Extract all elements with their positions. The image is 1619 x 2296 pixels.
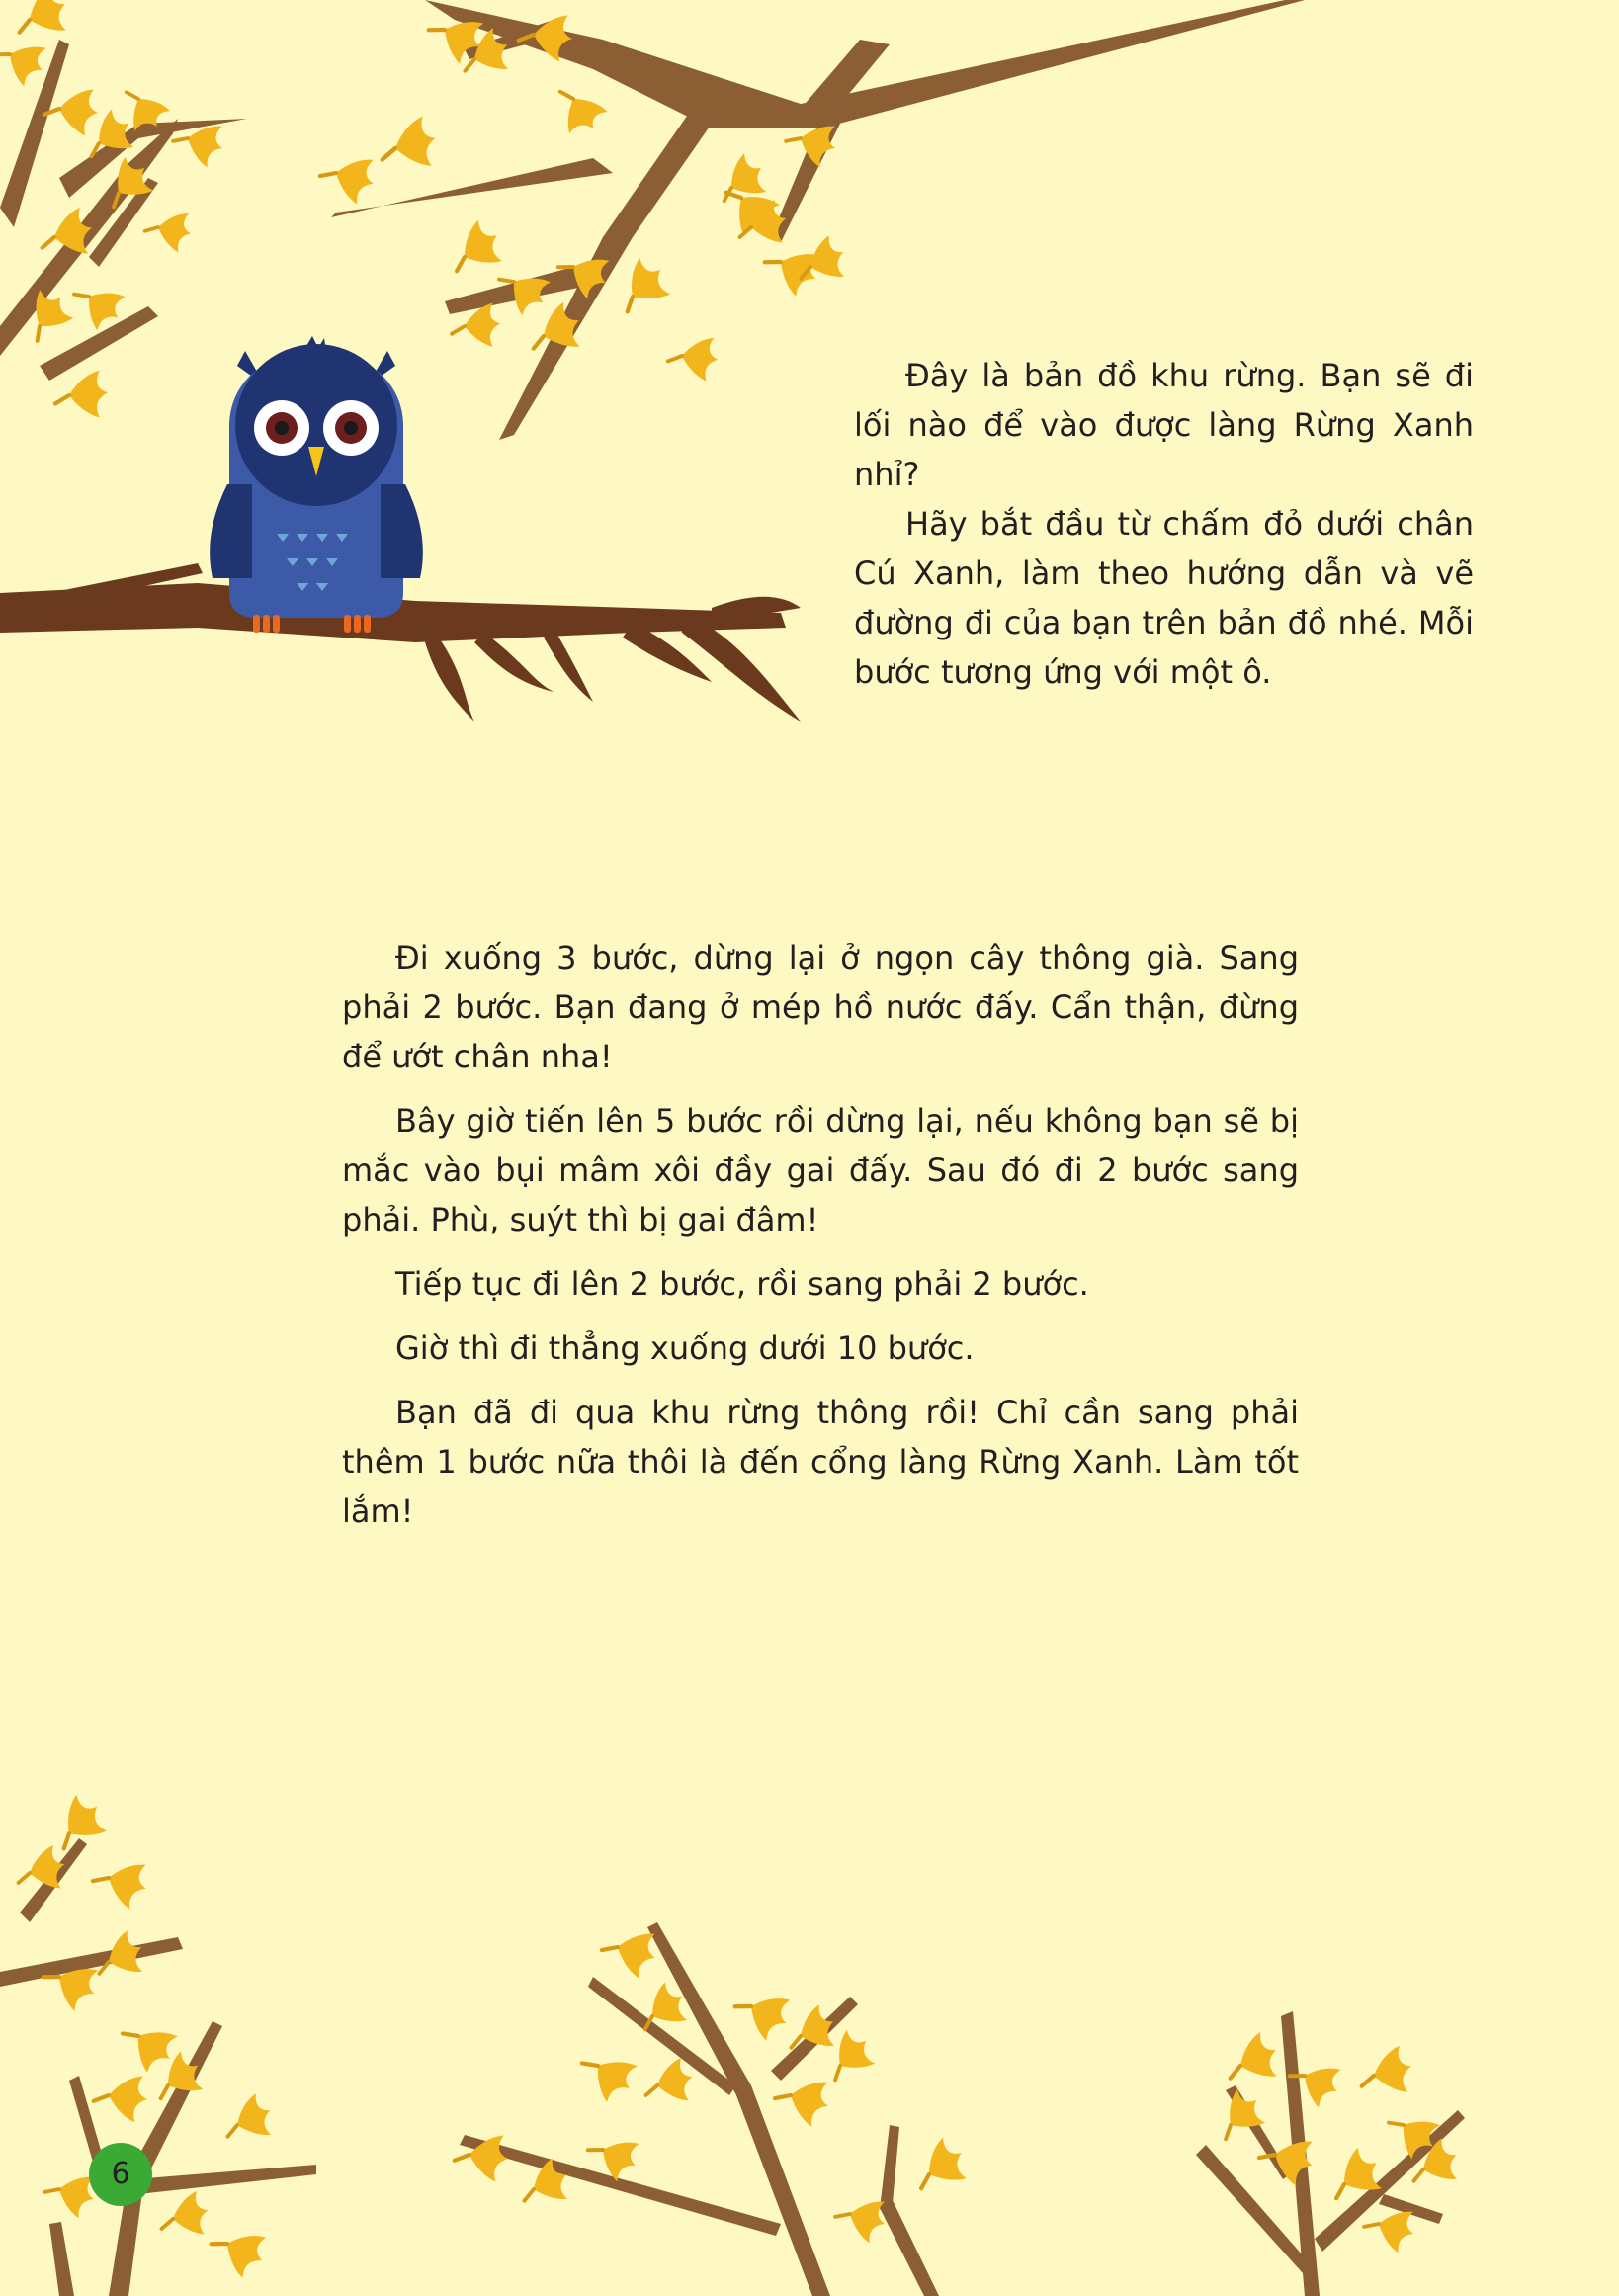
instruction-paragraph: Đi xuống 3 bước, dừng lại ở ngọn cây thông già. Sang phải 2 bước. Bạn đang ở mép hồ nước đấy. Cẩn thận, đừng để ướt chân nha! bbox=[342, 939, 1299, 1075]
page-number-badge: 6 bbox=[89, 2143, 152, 2206]
instruction-paragraph: Tiếp tục đi lên 2 bước, rồi sang phải 2 bước. bbox=[395, 1265, 1089, 1303]
instruction-paragraph: Bạn đã đi qua khu rừng thông rồi! Chỉ cần sang phải thêm 1 bước nữa thôi là đến cổng làng Rừng Xanh. Làm tốt lắm! bbox=[342, 1394, 1299, 1530]
leaves-bottom-left bbox=[13, 1789, 278, 2282]
tree-branch-bottom-left bbox=[0, 1838, 316, 2296]
intro-text bbox=[854, 351, 1474, 697]
tree-branch-top-left bbox=[0, 40, 247, 381]
instruction-paragraph: Bây giờ tiến lên 5 bước rồi dừng lại, nếu không bạn sẽ bị mắc vào bụi mâm xôi đầy gai đấy. Sau đó đi 2 bước sang phải. Phù, suýt thì bị gai đâm! bbox=[342, 1102, 1299, 1238]
tree-branch-bottom-right bbox=[1196, 2011, 1465, 2296]
intro-paragraph: Đây là bản đồ khu rừng. Bạn sẽ đi lối nào để vào được làng Rừng Xanh nhỉ? bbox=[854, 357, 1474, 493]
intro-paragraph: Hãy bắt đầu từ chấm đỏ dưới chân Cú Xanh, làm theo hướng dẫn và vẽ đường đi của bạn trên bản đồ nhé. Mỗi bước tương ứng với một ô. bbox=[854, 505, 1474, 691]
blue-owl-icon bbox=[210, 336, 423, 633]
instruction-paragraph: Giờ thì đi thẳng xuống dưới 10 bước. bbox=[395, 1329, 975, 1367]
instructions-text bbox=[342, 933, 1299, 1551]
